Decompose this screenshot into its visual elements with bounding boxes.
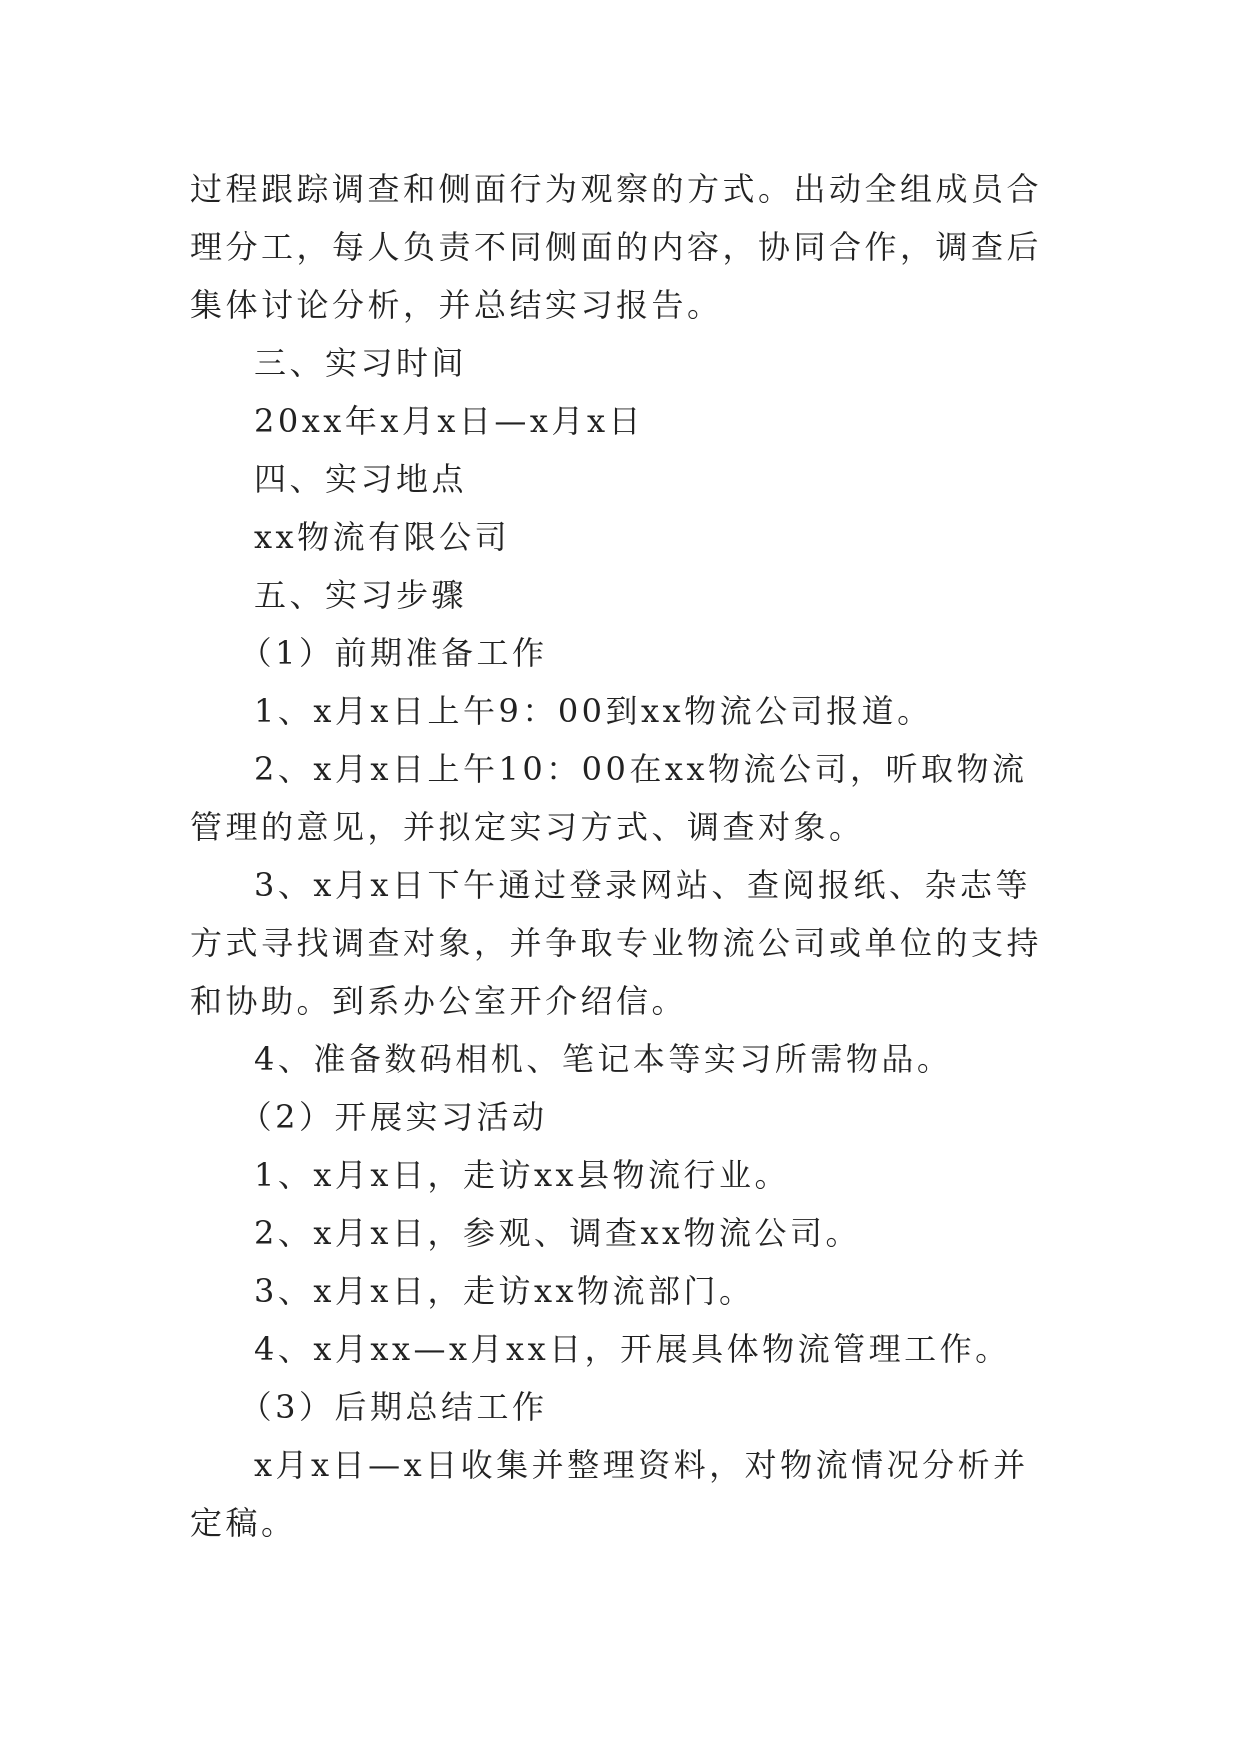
paragraph-method: 过程跟踪调查和侧面行为观察的方式。出动全组成员合理分工，每人负责不同侧面的内容，协同合作，调查后集体讨论分析，并总结实习报告。: [190, 170, 1043, 324]
list-item: 2、x月x日上午10：00在xx物流公司，听取物流管理的意见，并拟定实习方式、调查对象。: [190, 750, 1028, 846]
list-item: 3、x月x日下午通过登录网站、查阅报纸、杂志等方式寻找调查对象，并争取专业物流公司或单位的支持和协助。到系办公室开介绍信。: [190, 866, 1043, 1020]
subheading-activities: （2）开展实习活动: [239, 1098, 548, 1136]
subheading-summary: （3）后期总结工作: [239, 1388, 548, 1426]
list-item: 2、x月x日，参观、调查xx物流公司。: [254, 1214, 862, 1252]
heading-internship-time: 三、实习时间: [254, 344, 468, 382]
list-item: 1、x月x日上午9：00到xx物流公司报道。: [254, 692, 933, 730]
heading-internship-steps: 五、实习步骤: [254, 576, 468, 614]
document-body: [190, 160, 1060, 1552]
internship-location: xx物流有限公司: [254, 518, 511, 556]
paragraph-final-step: x月x日—x日收集并整理资料，对物流情况分析并定稿。: [190, 1446, 1029, 1542]
subheading-preparation: （1）前期准备工作: [239, 634, 548, 672]
list-item: 4、准备数码相机、笔记本等实习所需物品。: [254, 1040, 953, 1078]
internship-date-range: 20xx年x月x日—x月x日: [254, 402, 645, 440]
list-item: 3、x月x日，走访xx物流部门。: [254, 1272, 755, 1310]
heading-internship-location: 四、实习地点: [254, 460, 468, 498]
list-item: 1、x月x日，走访xx县物流行业。: [254, 1156, 791, 1194]
list-item: 4、x月xx—x月xx日，开展具体物流管理工作。: [254, 1330, 1011, 1368]
